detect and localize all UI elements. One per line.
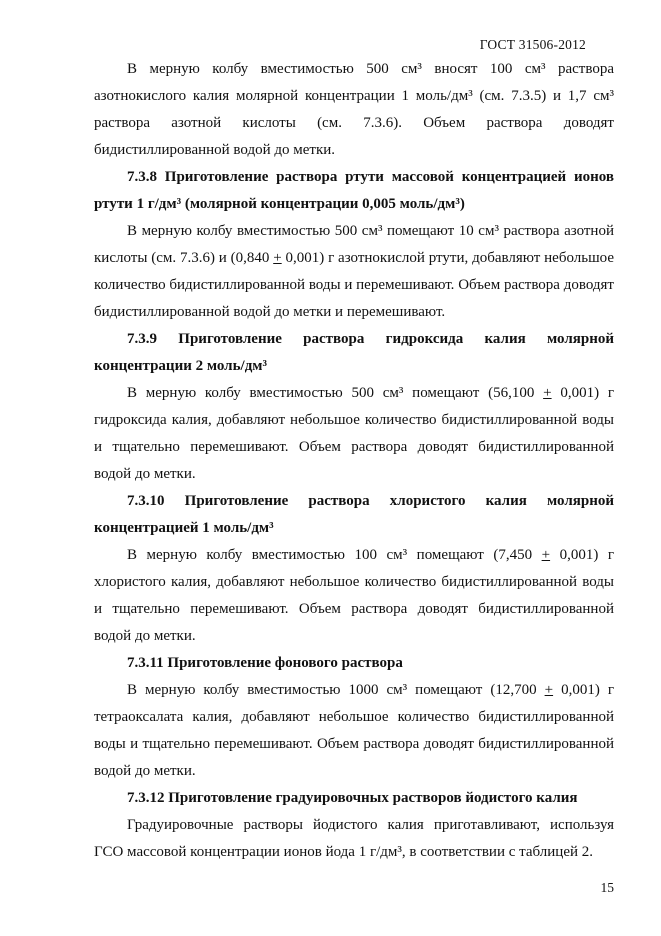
paragraph-text: В мерную колбу вместимостью 500 см³ помещают 10 см³ раствора азотной кислоты (см. 7.3.6) и (0,840 xyxy=(94,223,614,266)
paragraph-text: 0,001) г гидроксида калия, добавляют небольшое количество бидистиллированной воды и тщательно перемешивают. Объем раствора доводят бидистиллированной водой до метки. xyxy=(94,385,614,482)
section-heading: 7.3.8 Приготовление раствора ртути массовой концентрацией ионов ртути 1 г/дм³ (молярной концентрации 0,005 моль/дм³) xyxy=(94,169,614,212)
paragraph xyxy=(94,380,614,488)
paragraph-text: 0,001) г азотнокислой ртути, добавляют небольшое количество бидистиллированной воды и перемешивают. Объем раствора доводят бидистиллированной водой до метки и перемешивают. xyxy=(94,250,614,320)
section-heading: 7.3.9 Приготовление раствора гидроксида калия молярной концентрации 2 моль/дм³ xyxy=(94,331,614,374)
section-heading: 7.3.11 Приготовление фонового раствора xyxy=(127,655,403,671)
paragraph-text: 0,001) г тетраоксалата калия, добавляют небольшое количество бидистиллированной воды и тщательно перемешивают. Объем раствора доводят бидистиллированной водой до метки. xyxy=(94,682,614,779)
section-heading: 7.3.10 Приготовление раствора хлористого калия молярной концентрацией 1 моль/дм³ xyxy=(94,493,614,536)
paragraph: В мерную колбу вместимостью 500 см³ вносят 100 см³ раствора азотнокислого калия молярной концентрации 1 моль/дм³ (см. 7.3.5) и 1,7 см³ раствора азотной кислоты (см. 7.3.6). Объем раствора доводят бидистиллированной водой до метки. xyxy=(94,61,614,158)
document-header: ГОСТ 31506-2012 xyxy=(479,37,586,52)
paragraph xyxy=(94,218,614,326)
section-heading: 7.3.12 Приготовление градуировочных растворов йодистого калия xyxy=(127,790,578,806)
paragraph-text: В мерную колбу вместимостью 500 см³ помещают (56,100 xyxy=(127,385,544,401)
paragraph xyxy=(94,677,614,785)
paragraph-text: В мерную колбу вместимостью 1000 см³ помещают (12,700 xyxy=(127,682,545,698)
document-body xyxy=(94,56,614,866)
plus-minus-sign: + xyxy=(544,682,554,698)
paragraph xyxy=(94,542,614,650)
page-number: 15 xyxy=(600,880,614,895)
paragraph-text: 0,001) г хлористого калия, добавляют небольшое количество бидистиллированной воды и тщательно перемешивают. Объем раствора доводят бидистиллированной водой до метки. xyxy=(94,547,614,644)
plus-minus-sign: + xyxy=(541,547,551,563)
paragraph: Градуировочные растворы йодистого калия приготавливают, используя ГСО массовой концентрации ионов йода 1 г/дм³, в соответствии с таблицей 2. xyxy=(94,817,614,860)
plus-minus-sign: + xyxy=(543,385,552,401)
plus-minus-sign: + xyxy=(273,250,282,266)
paragraph-text: В мерную колбу вместимостью 100 см³ помещают (7,450 xyxy=(127,547,542,563)
